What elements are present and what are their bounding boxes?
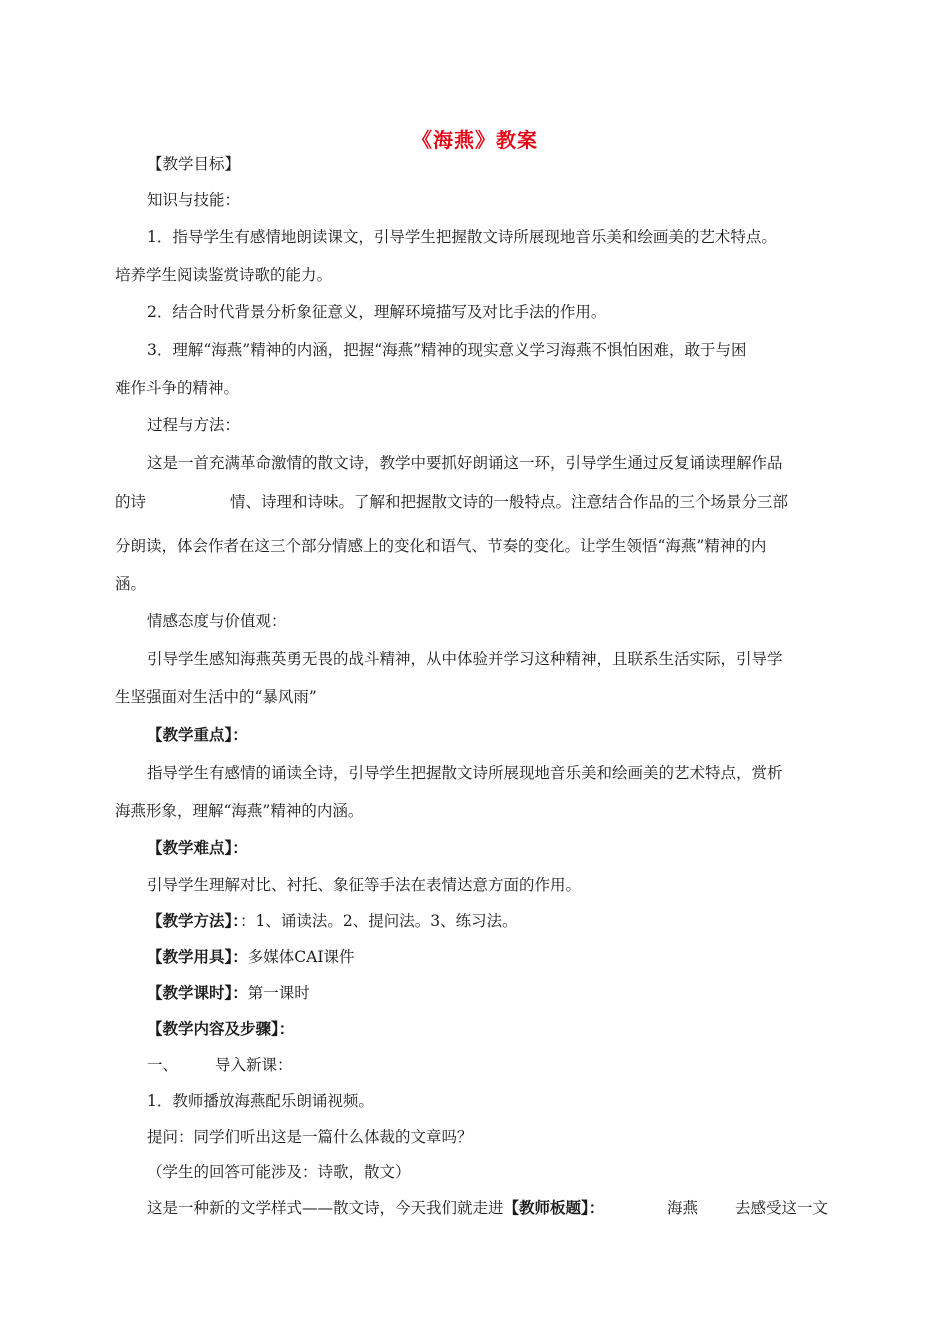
emotion-paragraph-line-2: 生坚强面对生活中的“暴风雨”: [115, 688, 317, 706]
process-header: 过程与方法：: [147, 416, 241, 434]
knowledge-item-1-line-2: 培养学生阅读鉴赏诗歌的能力。: [115, 266, 333, 284]
process-paragraph-line-2b: 情、诗理和诗味。了解和把握散文诗的一般特点。注意结合作品的三个场景分三部: [230, 493, 789, 511]
hours-header: 【教学课时】：: [147, 983, 248, 1002]
key-points-line-1: 指导学生有感情的诵读全诗，引导学生把握散文诗所展现地音乐美和绘画美的艺术特点，赏析: [147, 764, 783, 782]
method-text: ：1、诵读法。2、提问法。3、练习法。: [240, 912, 518, 930]
tools-header: 【教学用具】：: [147, 947, 248, 966]
document-title: 《海燕》教案: [412, 128, 538, 152]
process-paragraph-line-4: 涵。: [115, 575, 147, 593]
step-1-item-1: 1．教师播放海燕配乐朗诵视频。: [147, 1092, 374, 1110]
process-paragraph-line-1: 这是一首充满革命激情的散文诗，教学中要抓好朗诵这一环，引导学生通过反复诵读理解作品: [147, 454, 783, 472]
objectives-header: 【教学目标】: [147, 155, 241, 173]
knowledge-item-3-line-2: 难作斗争的精神。: [115, 379, 240, 397]
hours-row: [147, 981, 310, 1003]
key-points-header: 【教学重点】：: [147, 725, 248, 744]
difficulties-header: 【教学难点】：: [147, 838, 248, 857]
knowledge-item-1-line-1: 1．指导学生有感情地朗读课文，引导学生把握散文诗所展现地音乐美和绘画美的艺术特点。: [147, 228, 777, 246]
step-1-answer-note: （学生的回答可能涉及：诗歌，散文）: [147, 1163, 411, 1181]
hours-text: 第一课时: [247, 984, 310, 1002]
method-row: [147, 909, 518, 931]
board-title-text: 海燕: [667, 1199, 699, 1217]
emotion-paragraph-line-1: 引导学生感知海燕英勇无畏的战斗精神，从中体验并学习这种精神，且联系生活实际，引导学: [147, 650, 783, 668]
board-title-label: 【教师板题】：: [503, 1198, 605, 1217]
transition-text: 这是一种新的文学样式——散文诗，今天我们就走进: [147, 1199, 504, 1217]
knowledge-item-2: 2．结合时代背景分析象征意义，理解环境描写及对比手法的作用。: [147, 303, 607, 321]
emotion-header: 情感态度与价值观：: [147, 612, 287, 630]
transition-text-end: 去感受这一文: [735, 1199, 829, 1217]
step-1-title: 导入新课：: [215, 1056, 293, 1074]
difficulties-line: 引导学生理解对比、衬托、象征等手法在表情达意方面的作用。: [147, 876, 582, 894]
method-header: 【教学方法】：: [147, 911, 241, 930]
tools-text: 多媒体CAI课件: [247, 948, 355, 966]
steps-header: 【教学内容及步骤】：: [147, 1019, 295, 1038]
step-1-transition-line: [147, 1196, 604, 1218]
process-paragraph-line-3: 分朗读，体会作者在这三个部分情感上的变化和语气、节奏的变化。让学生领悟“海燕”精神的内: [115, 537, 767, 555]
knowledge-header: 知识与技能：: [147, 191, 241, 209]
step-1-question: 提问：同学们听出这是一篇什么体裁的文章吗？: [147, 1128, 473, 1146]
step-1-number: 一、: [147, 1056, 179, 1074]
process-paragraph-line-2a: 的诗: [115, 493, 147, 511]
knowledge-item-3-line-1: 3．理解“海燕”精神的内涵，把握“海燕”精神的现实意义学习海燕不惧怕困难，敢于与困: [147, 341, 747, 359]
tools-row: [147, 945, 354, 967]
key-points-line-2: 海燕形象，理解“海燕”精神的内涵。: [115, 802, 364, 820]
